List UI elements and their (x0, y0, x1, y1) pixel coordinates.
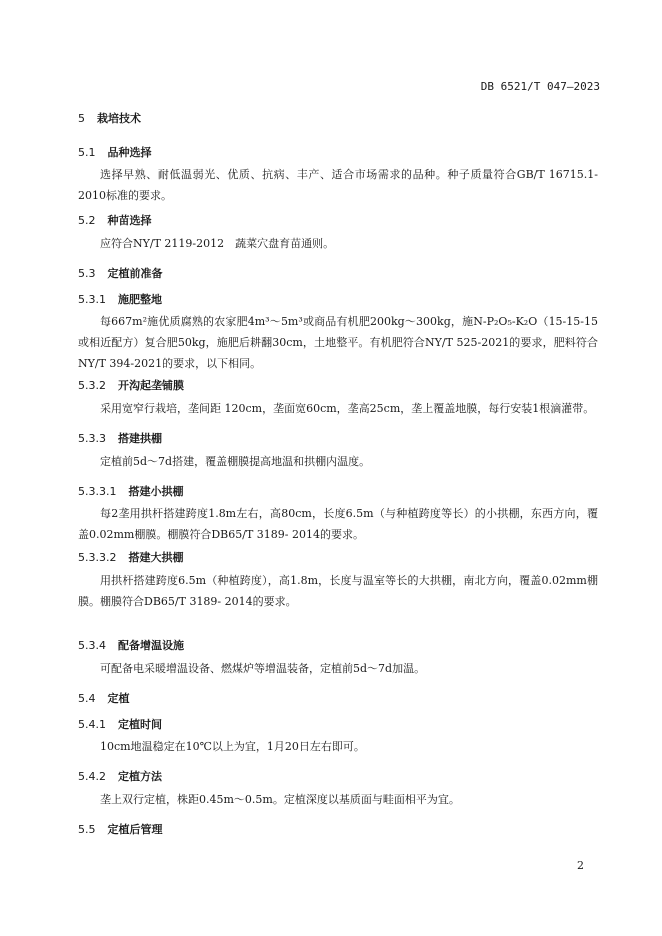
heading-number: 5.4 (78, 692, 96, 705)
heading-5-3 (78, 265, 163, 281)
heading-number: 5.4.2 (78, 770, 106, 783)
heading-5-3-4 (78, 637, 184, 653)
heading-number: 5.4.1 (78, 718, 106, 731)
paragraph-5-3-3-2: 用拱杆搭建跨度6.5m（种植跨度），高1.8m，长度与温室等长的大拱棚，南北方向，覆盖0.02mm棚膜。棚膜符合DB65/T 3189- 2014的要求。 (78, 574, 598, 608)
heading-title: 定植后管理 (107, 823, 163, 836)
heading-number: 5.1 (78, 146, 96, 159)
heading-5-3-1 (78, 291, 162, 307)
heading-number: 5.2 (78, 214, 96, 227)
paragraph-5-3-1: 每667m²施优质腐熟的农家肥4m³～5m³或商品有机肥200kg～300kg，施N-P₂O₅-K₂O（15-15-15或相近配方）复合肥50kg，施肥后耕翻30cm，土地整平。有机肥符合NY/T 525-2021的要求，肥料符合NY/T 394-2021的要求，以下相同。 (78, 315, 598, 370)
heading-5-3-3-2 (78, 549, 183, 565)
heading-5-3-3-1 (78, 483, 183, 499)
heading-title: 栽培技术 (97, 112, 141, 125)
paragraph-5-4-1: 10cm地温稳定在10℃以上为宜，1月20日左右即可。 (100, 740, 365, 753)
heading-title: 施肥整地 (118, 293, 162, 306)
heading-number: 5.3.3 (78, 432, 106, 445)
heading-title: 种苗选择 (107, 214, 152, 227)
heading-title: 定植方法 (118, 770, 162, 783)
heading-title: 搭建拱棚 (118, 432, 162, 445)
heading-5-4-2 (78, 768, 162, 784)
paragraph-5-1: 选择早熟、耐低温弱光、优质、抗病、丰产、适合市场需求的品种。种子质量符合GB/T 16715.1-2010标准的要求。 (78, 168, 598, 202)
page-number: 2 (577, 859, 584, 872)
heading-5-3-2 (78, 377, 184, 393)
paragraph-5-3-3-1: 每2垄用拱杆搭建跨度1.8m左右，高80cm，长度6.5m（与种植跨度等长）的小拱棚，东西方向，覆盖0.02mm棚膜。棚膜符合DB65/T 3189- 2014的要求。 (78, 507, 598, 541)
heading-title: 搭建小拱棚 (128, 485, 184, 498)
heading-5-5 (78, 821, 163, 837)
paragraph-5-4-2: 垄上双行定植，株距0.45m～0.5m。定植深度以基质面与畦面相平为宜。 (100, 793, 460, 806)
heading-5-3-3 (78, 430, 162, 446)
heading-5-1 (78, 144, 152, 160)
heading-number: 5.3.3.2 (78, 551, 117, 564)
heading-number: 5.3.1 (78, 293, 106, 306)
heading-number: 5.3.4 (78, 639, 106, 652)
heading-title: 开沟起垄铺膜 (118, 379, 184, 392)
heading-5-4-1 (78, 716, 162, 732)
paragraph-5-3-3: 定植前5d～7d搭建，覆盖棚膜提高地温和拱棚内温度。 (100, 455, 371, 468)
heading-number: 5.3.2 (78, 379, 106, 392)
heading-title: 配备增温设施 (118, 639, 184, 652)
paragraph-5-2: 应符合NY/T 2119-2012 蔬菜穴盘育苗通则。 (100, 237, 335, 250)
heading-number: 5.3.3.1 (78, 485, 117, 498)
heading-5-2 (78, 212, 152, 228)
heading-title: 定植 (107, 692, 130, 705)
heading-number: 5.3 (78, 267, 96, 280)
paragraph-5-3-2: 采用宽窄行栽培，垄间距 120cm，垄面宽60cm，垄高25cm，垄上覆盖地膜，每行安装1根滴灌带。 (100, 402, 595, 415)
heading-number: 5.5 (78, 823, 96, 836)
heading-title: 品种选择 (107, 146, 152, 159)
heading-5-4 (78, 690, 130, 706)
heading-5 (78, 110, 141, 126)
heading-title: 定植时间 (118, 718, 162, 731)
paragraph-5-3-4: 可配备电采暖增温设备、燃煤炉等增温装备，定植前5d～7d加温。 (100, 662, 426, 675)
heading-number: 5 (78, 112, 85, 125)
document-code: DB 6521/T 047—2023 (480, 80, 600, 93)
heading-title: 定植前准备 (107, 267, 163, 280)
heading-title: 搭建大拱棚 (128, 551, 184, 564)
